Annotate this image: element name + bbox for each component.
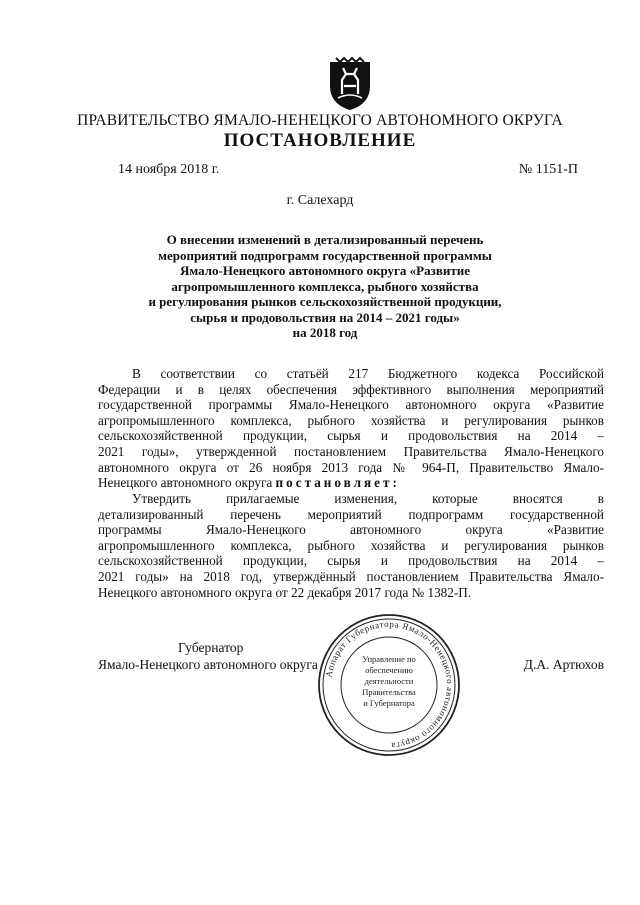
paragraph-line: Ненецкого автономного округа от 22 декабря 2017 года № 1382-П. xyxy=(98,584,472,600)
stamp-center-line: деятельности xyxy=(364,676,414,686)
signatory-region: Ямало-Ненецкого автономного округа xyxy=(98,657,318,672)
subject-line: и регулирования рынков сельскохозяйственной продукции, xyxy=(148,294,502,309)
document-city: г. Салехард xyxy=(286,193,354,208)
paragraph-line: сельскохозяйственной продукции, сырья и продовольствия на 2014 – xyxy=(98,428,604,444)
body-paragraph-2 xyxy=(98,491,604,600)
paragraph-line: агропромышленного комплекса, рыбного хозяйства и регулирования рынков xyxy=(98,412,604,428)
paragraph-line: В соответствии со статьёй 217 Бюджетного кодекса Российской xyxy=(132,366,604,381)
subject-line: О внесении изменений в детализированный перечень xyxy=(166,232,484,247)
government-title: ПРАВИТЕЛЬСТВО ЯМАЛО-НЕНЕЦКОГО АВТОНОМНОГО ОКРУГА xyxy=(77,112,563,129)
stamp-center-line: Правительства xyxy=(362,687,416,697)
paragraph-line: Утвердить прилагаемые изменения, которые вносятся в xyxy=(132,491,604,506)
document-date: 14 ноября 2018 г. xyxy=(118,162,220,177)
body-paragraph-1 xyxy=(98,366,604,491)
resolution-word: постановляет: xyxy=(275,475,400,491)
signatory-title: Губернатор xyxy=(178,640,244,655)
document-type: ПОСТАНОВЛЕНИЕ xyxy=(223,130,417,151)
stamp-ring-text: Аппарат Губернатора Ямало-Ненецкого автономного округа xyxy=(323,618,456,752)
official-stamp xyxy=(316,612,462,758)
paragraph-line: Федерации и в целях обеспечения эффективного выполнения мероприятий xyxy=(98,381,604,397)
paragraph-line xyxy=(98,475,604,491)
paragraph-line: 2021 годы» на 2018 год, утверждённый постановлением Правительства Ямало- xyxy=(98,568,604,584)
subject-line: сырья и продовольствия на 2014 – 2021 годы» xyxy=(190,309,460,325)
paragraph-line: сельскохозяйственной продукции, сырья и продовольствия на 2014 – xyxy=(98,553,604,569)
paragraph-text: Ненецкого автономного округа xyxy=(98,475,276,491)
stamp-center-line: и Губернатора xyxy=(363,698,415,708)
stamp-center-line: обеспечению xyxy=(365,665,413,675)
subject-line: на 2018 год xyxy=(292,325,358,340)
paragraph-line: детализированный перечень мероприятий подпрограмм государственной xyxy=(98,506,604,522)
signatory-name: Д.А. Артюхов xyxy=(523,657,604,672)
subject-line: Ямало-Ненецкого автономного округа «Развитие xyxy=(179,263,471,278)
paragraph-line: агропромышленного комплекса, рыбного хозяйства и регулирования рынков xyxy=(98,537,604,553)
subject-line: агропромышленного комплекса, рыбного хозяйства xyxy=(171,278,479,294)
subject-line: мероприятий подпрограмм государственной программы xyxy=(158,247,492,263)
paragraph-line: государственной программы Ямало-Ненецкого автономного округа «Развитие xyxy=(98,397,604,413)
coat-of-arms-icon xyxy=(326,56,374,112)
document-number: № 1151-П xyxy=(518,162,578,177)
paragraph-line: программы Ямало-Ненецкого автономного округа «Развитие xyxy=(98,522,604,538)
stamp-center-line: Управление по xyxy=(362,654,416,664)
document-subject xyxy=(130,232,520,341)
paragraph-line: 2021 годы», утвержденной постановлением Правительства Ямало-Ненецкого xyxy=(98,443,604,459)
paragraph-line: автономного округа от 26 ноября 2013 года № 964-П, Правительство Ямало- xyxy=(98,459,604,475)
